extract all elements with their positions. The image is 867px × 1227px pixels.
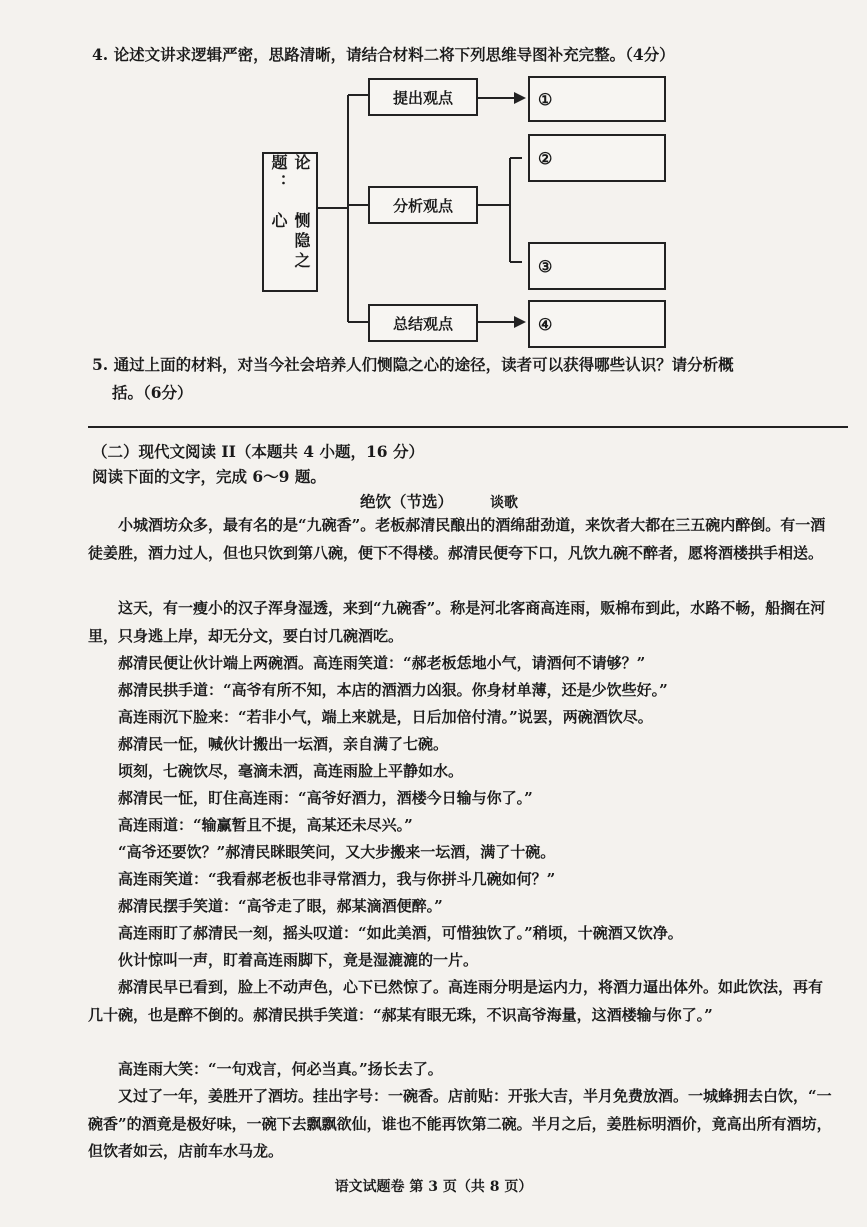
story-paragraph-17: 又过了一年，姜胜开了酒坊。挂出字号：一碗香。店前贴：开张大吉，半月免费放酒。一城蜂拥去白饮，“一碗香”的酒竟是极好味，一碗下去飘飘欲仙，谁也不能再饮第二碗。半月之后，姜胜标明酒价，竟高出所有酒坊，但饮者如云，店前车水马龙。 [88, 1087, 832, 1160]
story-paragraph-16: 高连雨大笑：“一句戏言，何必当真。”扬长去了。 [118, 1060, 443, 1078]
slot-label-1: ① [538, 89, 553, 109]
answer-slot-4[interactable] [528, 300, 666, 348]
question-5-line-2: 括。（6分） [112, 383, 193, 402]
story-paragraph-1: 小城酒坊众多，最有名的是“九碗香”。老板郝清民酿出的酒绵甜劲道，来饮者大都在三五碗内醉倒。有一酒徒姜胜，酒力过人，但也只饮到第八碗，便下不得楼。郝清民便夸下口，凡饮九碗不醉者，愿将酒楼拱手相送。 [88, 516, 826, 562]
answer-slot-1[interactable] [528, 76, 666, 122]
topic-label: 论题： [269, 154, 311, 194]
story-paragraph-9: 高连雨道：“输赢暂且不提，高某还未尽兴。” [118, 816, 413, 834]
question-5-line-1: 5. 通过上面的材料，对当今社会培养人们恻隐之心的途径，读者可以获得哪些认识？请分析概 [92, 355, 734, 374]
story-paragraph-10: “高爷还要饮？”郝清民眯眼笑问，又大步搬来一坛酒，满了十碗。 [118, 843, 556, 861]
topic-box [262, 152, 318, 292]
story-paragraph-14: 伙计惊叫一声，盯着高连雨脚下，竟是湿漉漉的一片。 [118, 951, 479, 969]
section-divider [88, 426, 848, 428]
story-paragraph-13: 高连雨盯了郝清民一刻，摇头叹道：“如此美酒，可惜独饮了。”稍顷，十碗酒又饮净。 [118, 924, 683, 942]
answer-slot-3[interactable] [528, 242, 666, 290]
slot-label-3: ③ [538, 256, 553, 276]
section-heading: （二）现代文阅读 II（本题共 4 小题，16 分） [92, 442, 424, 461]
node-propose-view: 提出观点 [368, 78, 478, 116]
slot-label-2: ② [538, 148, 553, 168]
story-paragraph-3: 郝清民便让伙计端上两碗酒。高连雨笑道：“郝老板恁地小气，请酒何不请够？” [118, 654, 646, 672]
answer-slot-2[interactable] [528, 134, 666, 182]
question-4: 4. 论述文讲求逻辑严密，思路清晰，请结合材料二将下列思维导图补充完整。（4分） [92, 45, 675, 64]
page-footer: 语文试题卷 第 3 页（共 8 页） [334, 1179, 533, 1195]
story-paragraph-2: 这天，有一瘦小的汉子浑身湿透，来到“九碗香”。称是河北客商高连雨，贩棉布到此，水路不畅，船搁在河里，只身逃上岸，却无分文，要白讨几碗酒吃。 [88, 599, 826, 645]
node-summarize-view: 总结观点 [368, 304, 478, 342]
story-paragraph-4: 郝清民拱手道：“高爷有所不知，本店的酒酒力凶狠。你身材单薄，还是少饮些好。” [118, 681, 668, 699]
story-paragraph-11: 高连雨笑道：“我看郝老板也非寻常酒力，我与你拼斗几碗如何？” [118, 870, 556, 888]
story-paragraph-7: 顷刻，七碗饮尽，毫滴未洒，高连雨脸上平静如水。 [118, 762, 464, 780]
story-paragraph-6: 郝清民一怔，喊伙计搬出一坛酒，亲自满了七碗。 [118, 735, 449, 753]
story-title: 绝饮（节选） [360, 492, 454, 511]
node-analyze-view: 分析观点 [368, 186, 478, 224]
story-author: 谈歌 [490, 495, 518, 511]
story-paragraph-12: 郝清民摆手笑道：“高爷走了眼，郝某滴酒便醉。” [118, 897, 443, 915]
story-paragraph-5: 高连雨沉下脸来：“若非小气，端上来就是，日后加倍付清。”说罢，两碗酒饮尽。 [118, 708, 653, 726]
story-paragraph-8: 郝清民一怔，盯住高连雨：“高爷好酒力，酒楼今日输与你了。” [118, 789, 533, 807]
topic-value: 恻隐之心 [269, 212, 311, 273]
slot-label-4: ④ [538, 314, 553, 334]
section-instruction: 阅读下面的文字，完成 6～9 题。 [92, 467, 326, 486]
story-paragraph-15: 郝清民早已看到，脸上不动声色，心下已然惊了。高连雨分明是运内力，将酒力逼出体外。如此饮法，再有几十碗，也是醉不倒的。郝清民拱手笑道：“郝某有眼无珠，不识高爷海量，这酒楼输与你了。” [88, 978, 824, 1024]
